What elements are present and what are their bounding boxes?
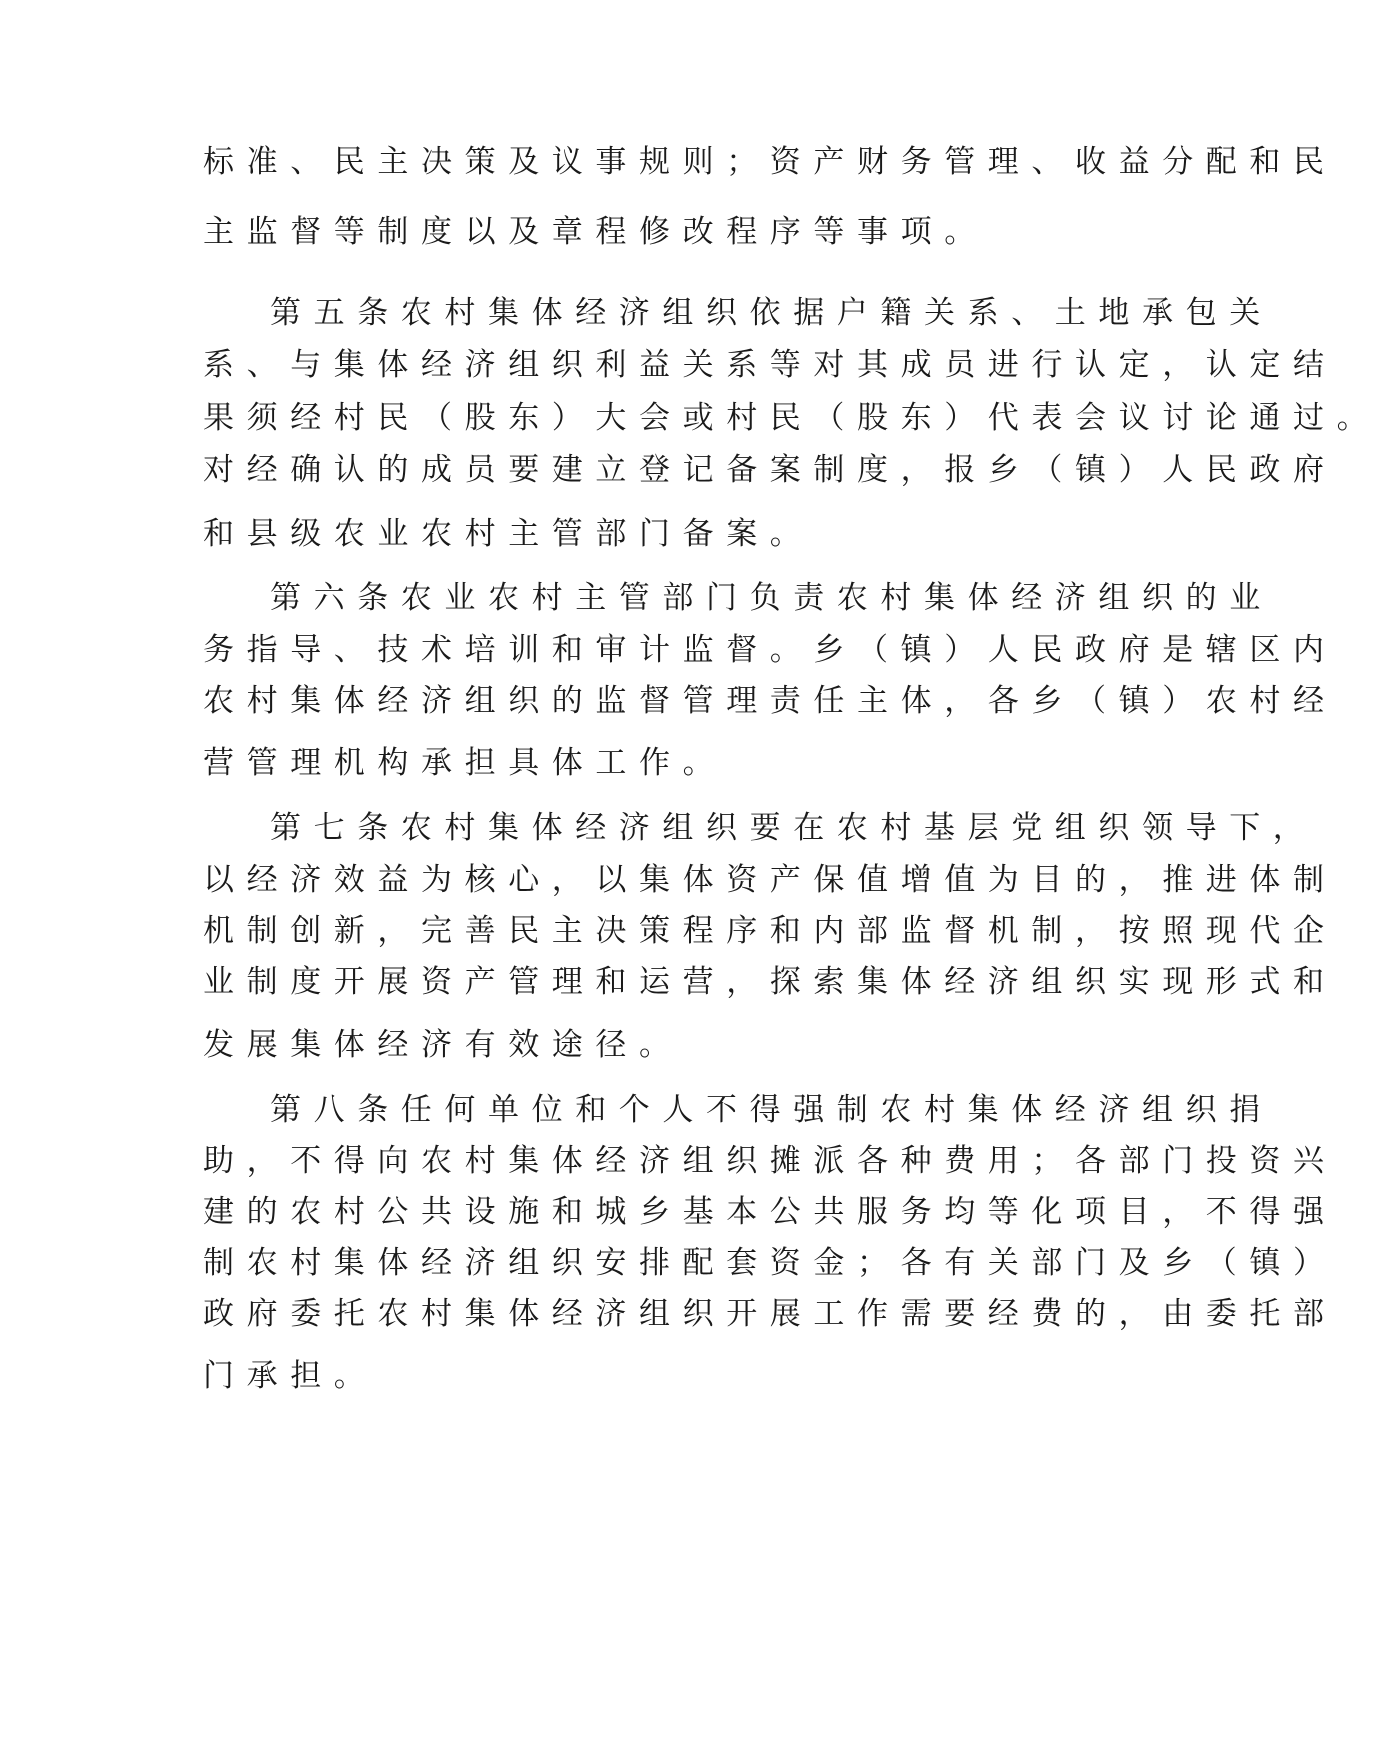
text-line: 和县级农业农村主管部门备案。 [203,516,814,552]
text-line: 营管理机构承担具体工作。 [203,745,727,781]
text-line: 政府委托农村集体经济组织开展工作需要经费的，由委托部 [203,1296,1337,1332]
text-line: 果须经村民（股东）大会或村民（股东）代表会议讨论通过。 [203,400,1380,436]
text-line: 门承担。 [203,1358,378,1394]
article-8-first-line: 第八条任何单位和个人不得强制农村集体经济组织捐 [270,1092,1273,1128]
article-7-first-line: 第七条农村集体经济组织要在农村基层党组织领导下， [270,810,1317,846]
text-line: 助，不得向农村集体经济组织摊派各种费用；各部门投资兴 [203,1143,1337,1179]
text-line: 标准、民主决策及议事规则；资产财务管理、收益分配和民 [203,144,1337,180]
text-line: 农村集体经济组织的监督管理责任主体，各乡（镇）农村经 [203,683,1337,719]
text-line: 系、与集体经济组织利益关系等对其成员进行认定，认定结 [203,347,1337,383]
text-line: 制农村集体经济组织安排配套资金；各有关部门及乡（镇） [203,1245,1337,1281]
text-line: 建的农村公共设施和城乡基本公共服务均等化项目，不得强 [203,1194,1337,1230]
text-line: 对经确认的成员要建立登记备案制度，报乡（镇）人民政府 [203,452,1337,488]
article-6-first-line: 第六条农业农村主管部门负责农村集体经济组织的业 [270,580,1273,616]
article-5-first-line: 第五条农村集体经济组织依据户籍关系、土地承包关 [270,295,1273,331]
text-line: 以经济效益为核心，以集体资产保值增值为目的，推进体制 [203,862,1337,898]
text-line: 业制度开展资产管理和运营，探索集体经济组织实现形式和 [203,964,1337,1000]
text-line: 务指导、技术培训和审计监督。乡（镇）人民政府是辖区内 [203,632,1337,668]
text-line: 发展集体经济有效途径。 [203,1027,683,1063]
text-line: 机制创新，完善民主决策程序和内部监督机制，按照现代企 [203,913,1337,949]
text-line: 主监督等制度以及章程修改程序等事项。 [203,214,988,250]
